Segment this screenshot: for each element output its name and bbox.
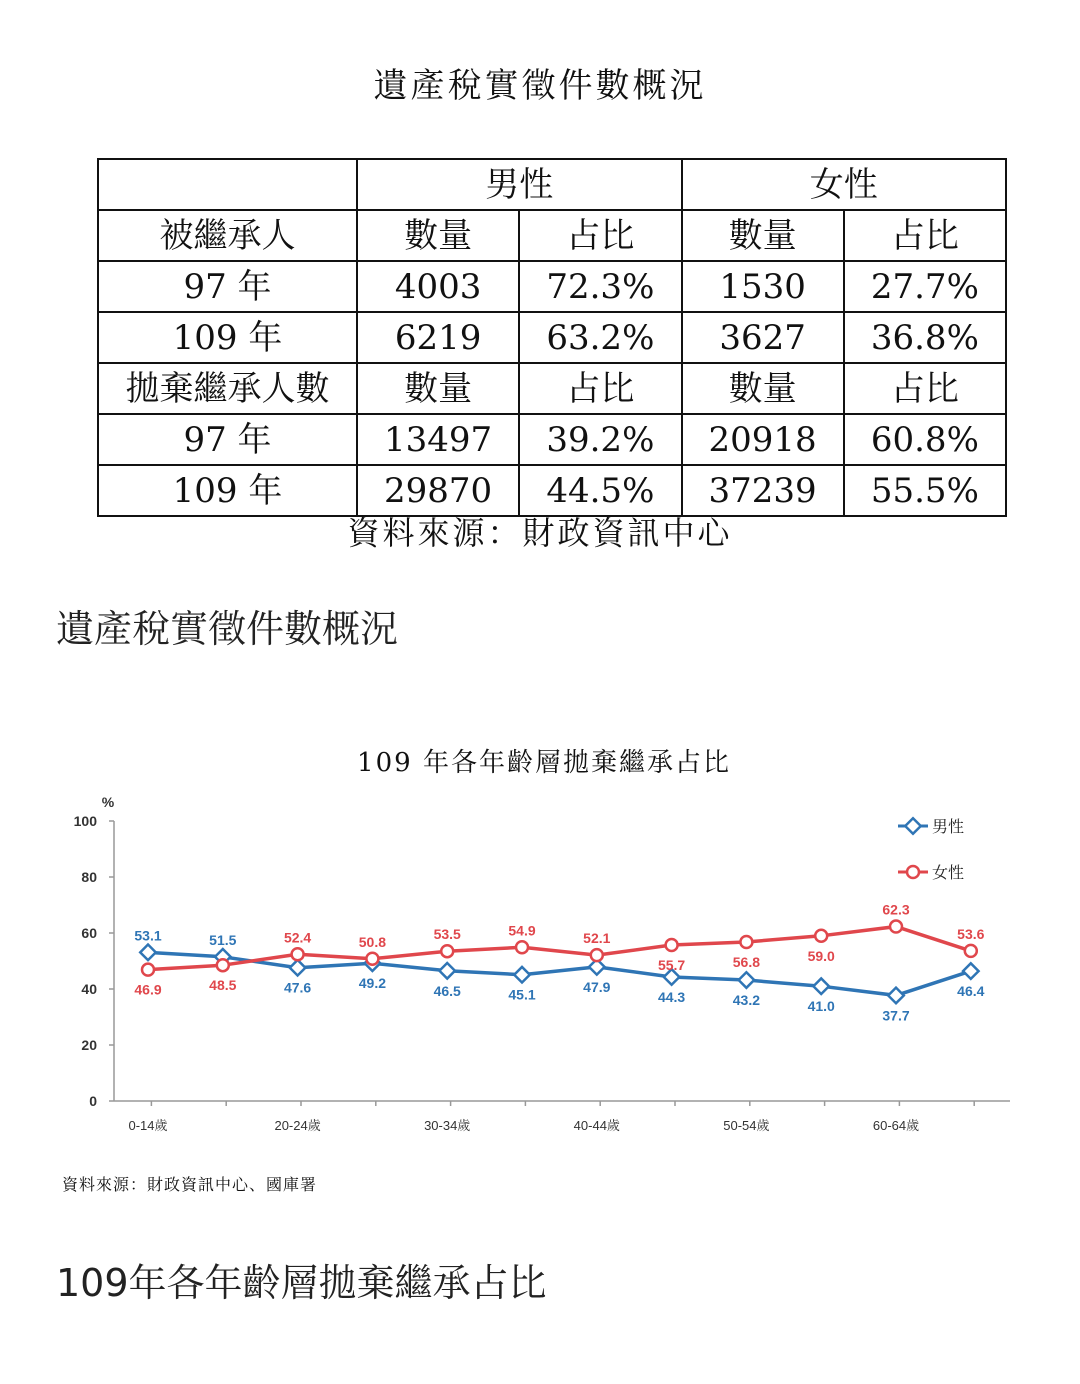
data-point xyxy=(890,921,902,933)
table-figure-title: 遺產稅實徵件數概況 xyxy=(373,66,707,106)
table-cell: 3627 xyxy=(682,312,844,363)
y-tick-label: 0 xyxy=(89,1093,97,1109)
header-male: 男性 xyxy=(357,159,682,210)
column-header: 數量 xyxy=(357,210,519,261)
table-cell: 27.7% xyxy=(844,261,1006,312)
legend-label: 男性 xyxy=(932,817,965,836)
data-label: 53.6 xyxy=(957,925,985,942)
data-point xyxy=(514,967,530,983)
data-point xyxy=(888,988,904,1004)
figure-caption-chart: 109年各年齡層拋棄繼承占比 xyxy=(56,1261,547,1305)
column-header: 占比 xyxy=(844,363,1006,414)
table-row xyxy=(98,414,1006,465)
data-label: 47.6 xyxy=(283,979,312,996)
data-point xyxy=(142,964,154,976)
data-label: 44.3 xyxy=(657,988,686,1005)
column-header: 數量 xyxy=(357,363,519,414)
header-female: 女性 xyxy=(682,159,1007,210)
chart-title: 109 年各年齡層拋棄繼承占比 xyxy=(357,748,731,778)
x-tick-label: 20-24歲 xyxy=(274,1118,321,1133)
data-label: 53.1 xyxy=(134,927,162,944)
data-label: 51.5 xyxy=(209,931,237,948)
table-cell: 20918 xyxy=(682,414,844,465)
data-label: 59.0 xyxy=(807,947,835,964)
table-row xyxy=(98,261,1006,312)
legend-marker xyxy=(905,818,921,834)
data-label: 52.4 xyxy=(283,929,312,946)
data-point xyxy=(815,930,827,942)
chart-source-note: 資料來源：財政資訊中心、國庫署 xyxy=(62,1175,318,1194)
data-point xyxy=(813,978,829,994)
header-blank-cell xyxy=(98,159,357,210)
table-cell: 4003 xyxy=(357,261,519,312)
data-point xyxy=(292,948,304,960)
data-label: 62.3 xyxy=(882,901,910,918)
data-label: 43.2 xyxy=(732,992,761,1009)
row-year: 109 年 xyxy=(98,465,357,516)
data-point xyxy=(140,945,156,961)
x-tick-label: 50-54歲 xyxy=(723,1118,770,1133)
x-tick-label: 0-14歲 xyxy=(128,1118,168,1133)
table-cell: 72.3% xyxy=(519,261,681,312)
data-label: 45.1 xyxy=(508,986,536,1003)
data-label: 55.7 xyxy=(657,957,686,974)
column-header: 占比 xyxy=(844,210,1006,261)
data-point xyxy=(666,939,678,951)
data-point xyxy=(965,945,977,957)
figure-caption-table: 遺產稅實徵件數概況 xyxy=(56,607,399,651)
line-chart xyxy=(0,785,1080,1155)
table-cell: 6219 xyxy=(357,312,519,363)
data-point xyxy=(366,953,378,965)
inheritance-table xyxy=(97,158,1007,517)
table-cell: 29870 xyxy=(357,465,519,516)
column-header: 數量 xyxy=(682,363,844,414)
data-label: 52.1 xyxy=(583,930,611,947)
data-label: 56.8 xyxy=(732,953,761,970)
y-tick-label: 100 xyxy=(73,813,97,829)
data-point xyxy=(740,936,752,948)
data-label: 37.7 xyxy=(882,1007,910,1024)
section-label: 被繼承人 xyxy=(98,210,357,261)
data-label: 46.4 xyxy=(957,983,985,1000)
table-cell: 39.2% xyxy=(519,414,681,465)
data-point xyxy=(963,963,979,979)
y-tick-label: 40 xyxy=(81,981,97,997)
data-label: 47.9 xyxy=(583,978,611,995)
data-label: 46.9 xyxy=(134,981,162,998)
data-point xyxy=(441,945,453,957)
data-label: 50.8 xyxy=(358,933,387,950)
table-cell: 1530 xyxy=(682,261,844,312)
table-cell: 44.5% xyxy=(519,465,681,516)
data-point xyxy=(739,972,755,988)
table-cell: 13497 xyxy=(357,414,519,465)
y-axis-unit: % xyxy=(101,794,115,810)
x-tick-label: 60-64歲 xyxy=(872,1118,920,1133)
table-cell: 37239 xyxy=(682,465,844,516)
row-year: 109 年 xyxy=(98,312,357,363)
column-header: 數量 xyxy=(682,210,844,261)
y-tick-label: 60 xyxy=(81,925,97,941)
table-cell: 60.8% xyxy=(844,414,1006,465)
data-label: 49.2 xyxy=(358,975,387,992)
table-row xyxy=(98,312,1006,363)
data-point xyxy=(591,949,603,961)
table-cell: 63.2% xyxy=(519,312,681,363)
table-header-row xyxy=(98,159,1006,210)
data-point xyxy=(516,941,528,953)
section-label: 拋棄繼承人數 xyxy=(98,363,357,414)
legend-label: 女性 xyxy=(932,863,965,882)
x-tick-label: 30-34歲 xyxy=(424,1118,471,1133)
column-header: 占比 xyxy=(519,210,681,261)
data-label: 53.5 xyxy=(433,926,461,943)
row-year: 97 年 xyxy=(98,261,357,312)
table-cell: 55.5% xyxy=(844,465,1006,516)
column-header: 占比 xyxy=(519,363,681,414)
data-label: 46.5 xyxy=(433,982,461,999)
table-source-note: 資料來源：財政資訊中心 xyxy=(347,514,733,552)
x-tick-label: 40-44歲 xyxy=(573,1118,620,1133)
row-year: 97 年 xyxy=(98,414,357,465)
data-point xyxy=(439,963,455,979)
data-point xyxy=(217,959,229,971)
y-tick-label: 80 xyxy=(81,869,97,885)
table-cell: 36.8% xyxy=(844,312,1006,363)
section-header-row xyxy=(98,210,1006,261)
data-label: 54.9 xyxy=(508,922,536,939)
y-tick-label: 20 xyxy=(81,1037,97,1053)
legend-marker xyxy=(907,866,919,878)
data-label: 48.5 xyxy=(209,977,237,994)
data-point xyxy=(290,960,306,976)
data-label: 41.0 xyxy=(807,998,835,1015)
section-header-row xyxy=(98,363,1006,414)
